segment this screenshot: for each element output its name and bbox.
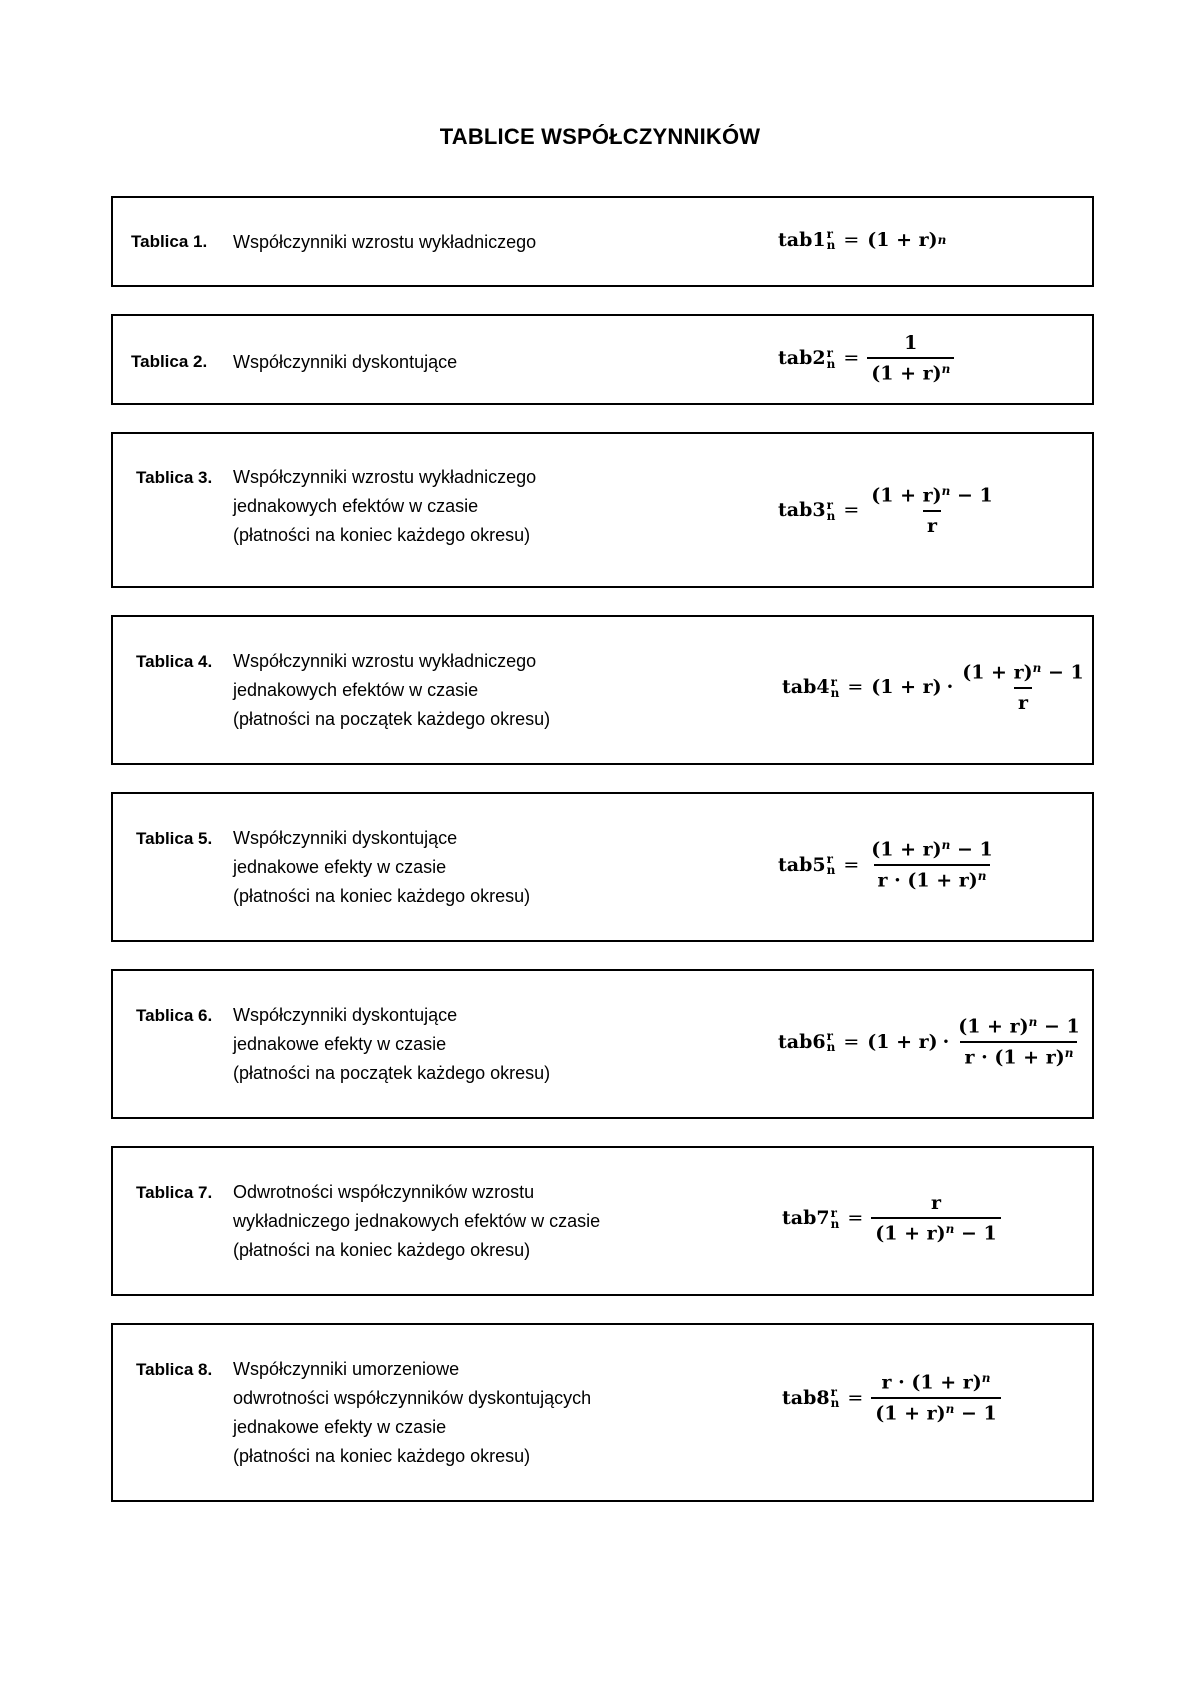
formula-tab2	[778, 332, 954, 385]
formula-sup: r	[826, 227, 833, 241]
table-2-box	[111, 314, 1094, 405]
denominator: $r \cdot (1 + r)^n$	[874, 864, 991, 892]
formula-sup: r	[830, 674, 837, 689]
page-title: TABLICE WSPÓŁCZYNNIKÓW	[439, 124, 761, 149]
formula-name: tab1	[778, 228, 826, 251]
exponent: n	[937, 232, 947, 247]
table-label: Tablica 3.	[136, 468, 213, 487]
denominator: $(1 + r)^n$	[867, 357, 954, 385]
fraction	[958, 661, 1087, 714]
equals-sign: =	[843, 347, 860, 370]
formula-sub: n	[826, 238, 836, 252]
denominator: r	[1014, 687, 1032, 714]
table-7-box	[111, 1146, 1094, 1296]
formula-name: tab2	[778, 347, 826, 370]
description-line: jednakowe efekty w czasie	[233, 1417, 447, 1437]
description-line: (płatności na koniec każdego okresu)	[233, 525, 531, 545]
multiply-dot: ·	[942, 1030, 950, 1053]
table-description	[233, 1178, 600, 1265]
table-description	[233, 228, 536, 257]
formula-sub: n	[830, 1396, 840, 1411]
description-line: Odwrotności współczynników wzrostu	[233, 1182, 535, 1202]
formula-tab6	[778, 1015, 1084, 1068]
formula-sup: r	[830, 1385, 837, 1400]
formula-sup: r	[826, 345, 833, 360]
term: (1 + r)	[867, 1030, 938, 1053]
denominator: r	[923, 510, 941, 537]
formula-sub: n	[830, 1216, 840, 1231]
fraction	[954, 1015, 1083, 1068]
table-label: Tablica 7.	[136, 1183, 213, 1202]
table-3-box	[111, 432, 1094, 588]
description-line: jednakowych efektów w czasie	[233, 496, 479, 516]
table-4-box	[111, 615, 1094, 765]
numerator: $(1 + r)^n - 1$	[871, 838, 993, 861]
description-line: Współczynniki wzrostu wykładniczego	[233, 651, 537, 671]
description-line: jednakowe efekty w czasie	[233, 1034, 447, 1054]
description-line: (płatności na początek każdego okresu)	[233, 709, 551, 729]
formula-tab3	[778, 484, 997, 537]
numerator: $(1 + r)^n - 1$	[962, 661, 1084, 684]
table-6-box	[111, 969, 1094, 1119]
equals-sign: =	[843, 853, 860, 876]
formula-tab1	[778, 228, 946, 251]
formula-tab5	[778, 838, 997, 891]
table-label: Tablica 4.	[136, 652, 213, 671]
equals-sign: =	[843, 228, 860, 251]
denominator: $(1 + r)^n - 1$	[871, 1397, 1000, 1425]
formula-sub: n	[826, 1040, 836, 1055]
fraction	[871, 1371, 1000, 1424]
formula-tab7	[782, 1192, 1001, 1245]
formula-tab8	[782, 1371, 1001, 1424]
formula-name: tab6	[778, 1030, 826, 1053]
description-line: Współczynniki dyskontujące	[233, 352, 458, 372]
table-description	[233, 824, 530, 911]
numerator: $r \cdot (1 + r)^n$	[881, 1371, 991, 1394]
description-line: (płatności na koniec każdego okresu)	[233, 1240, 531, 1260]
formula-name: tab7	[782, 1207, 830, 1230]
table-5-box	[111, 792, 1094, 942]
table-description	[233, 647, 550, 734]
formula-name: tab3	[778, 499, 826, 522]
description-line: jednakowych efektów w czasie	[233, 680, 479, 700]
equals-sign: =	[847, 1386, 864, 1409]
fraction	[867, 838, 996, 891]
description-line: (płatności na koniec każdego okresu)	[233, 1446, 531, 1466]
fraction	[867, 332, 954, 385]
table-8-box	[111, 1323, 1094, 1502]
equals-sign: =	[843, 1030, 860, 1053]
fraction	[867, 484, 996, 537]
table-description	[233, 348, 457, 377]
table-description	[233, 1001, 550, 1088]
table-label: Tablica 5.	[136, 829, 213, 848]
table-description	[233, 463, 536, 550]
table-label: Tablica 8.	[136, 1360, 213, 1379]
description-line: Współczynniki umorzeniowe	[233, 1359, 460, 1379]
fraction	[871, 1192, 1000, 1245]
term: (1 + r)	[871, 676, 942, 699]
table-description	[233, 1355, 591, 1471]
formula-sub: n	[826, 356, 836, 371]
description-line: jednakowe efekty w czasie	[233, 857, 447, 877]
description-line: wykładniczego jednakowych efektów w czasie	[233, 1211, 601, 1231]
formula-sup: r	[826, 497, 833, 512]
numerator: 1	[904, 332, 918, 354]
description-line: odwrotności współczynników dyskontujących	[233, 1388, 592, 1408]
description-line: Współczynniki dyskontujące	[233, 828, 458, 848]
description-line: Współczynniki wzrostu wykładniczego	[233, 467, 537, 487]
table-1-box	[111, 196, 1094, 287]
numerator: $(1 + r)^n - 1$	[871, 484, 993, 507]
description-line: (płatności na koniec każdego okresu)	[233, 886, 531, 906]
formula-sub: n	[830, 685, 840, 700]
numerator: $(1 + r)^n - 1$	[958, 1015, 1080, 1038]
formula-tab4	[782, 661, 1088, 714]
equals-sign: =	[847, 676, 864, 699]
description-line: (płatności na początek każdego okresu)	[233, 1063, 551, 1083]
table-label: Tablica 6.	[136, 1006, 213, 1025]
denominator: $(1 + r)^n - 1$	[871, 1217, 1000, 1245]
equals-sign: =	[843, 499, 860, 522]
description-line: Współczynniki dyskontujące	[233, 1005, 458, 1025]
formula-name: tab5	[778, 853, 826, 876]
table-label: Tablica 2.	[131, 352, 208, 371]
formula-sub: n	[826, 508, 836, 523]
formula-name: tab4	[782, 676, 830, 699]
multiply-dot: ·	[946, 676, 954, 699]
table-label: Tablica 1.	[131, 232, 208, 251]
formula-sup: r	[826, 852, 833, 867]
denominator: $r \cdot (1 + r)^n$	[960, 1041, 1077, 1069]
numerator: r	[930, 1192, 941, 1214]
formula-name: tab8	[782, 1386, 830, 1409]
term: (1 + r)	[867, 228, 938, 251]
formula-sup: r	[830, 1205, 837, 1220]
formula-sup: r	[826, 1029, 833, 1044]
formula-sub: n	[826, 863, 836, 878]
description-line: Współczynniki wzrostu wykładniczego	[233, 232, 537, 252]
equals-sign: =	[847, 1207, 864, 1230]
